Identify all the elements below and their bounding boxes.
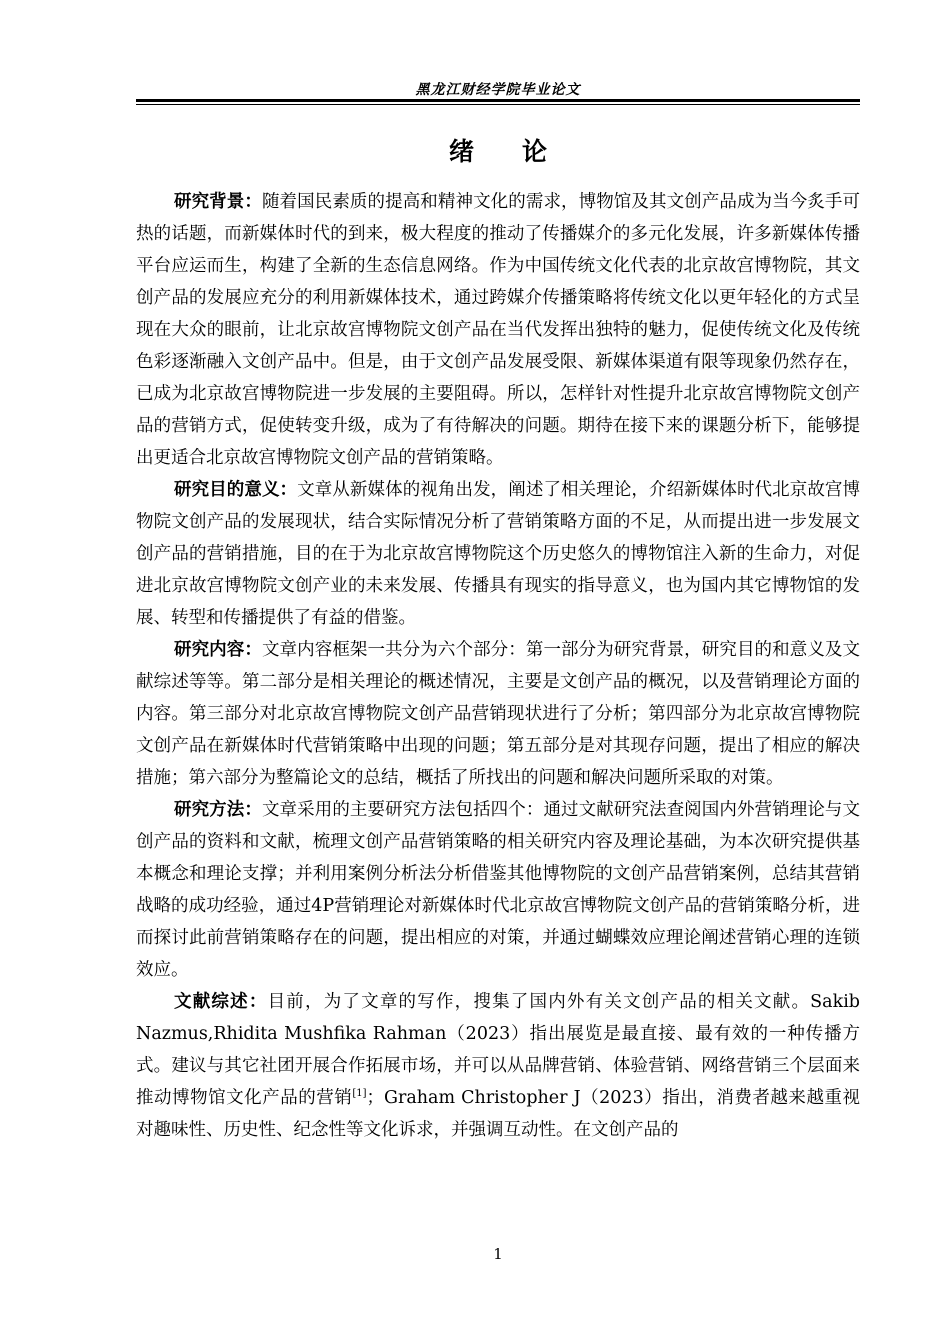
paragraph-lead: 研究目的意义： xyxy=(174,480,298,500)
paragraph-purpose xyxy=(136,474,860,634)
paragraph-lead: 研究方法： xyxy=(174,800,262,820)
citation-ref[interactable]: [1] xyxy=(352,1088,367,1100)
paragraph-lead: 文献综述： xyxy=(174,992,268,1012)
page-title: 绪论 xyxy=(448,137,595,166)
header-title: 黑龙江财经学院毕业论文 xyxy=(415,82,581,98)
page-number: 1 xyxy=(493,1245,503,1263)
paragraph-text: 随着国民素质的提高和精神文化的需求，博物馆及其文创产品成为当今炙手可热的话题，而新媒体时代的到来，极大程度的推动了传播媒介的多元化发展，许多新媒体传播平台应运而生，构建了全新的生态信息网络。作为中国传统文化代表的北京故宫博物院，其文创产品的发展应充分的利用新媒体技术，通过跨媒介传播策略将传统文化以更年轻化的方式呈现在大众的眼前，让北京故宫博物院文创产品在当代发挥出独特的魅力，促使传统文化及传统色彩逐渐融入文创产品中。但是，由于文创产品发展受限、新媒体渠道有限等现象仍然存在，已成为北京故宫博物院进一步发展的主要阻碍。所以，怎样针对性提升北京故宫博物院文创产品的营销方式，促使转变升级，成为了有待解决的问题。期待在接下来的课题分析下，能够提出更适合北京故宫博物院文创产品的营销策略。 xyxy=(136,192,861,468)
paragraph-text-continued: ；Graham Christopher J（2023）指出，消费者越来越重视对趣味性、历史性、纪念性等文化诉求，并强调互动性。在文创产品的 xyxy=(136,1088,861,1140)
paragraph-text: 目前，为了文章的写作，搜集了国内外有关文创产品的相关文献。Sakib Nazmus,Rhidita Mushfika Rahman（2023）指出展览是最直接、最有效的一种传播方式。建议与其它社团开展合作拓展市场，并可以从品牌营销、体验营销、网络营销三个层面来推动博物馆文化产品的营销 xyxy=(136,992,861,1108)
paragraph-text: 文章采用的主要研究方法包括四个：通过文献研究法查阅国内外营销理论与文创产品的资料和文献，梳理文创产品营销策略的相关研究内容及理论基础，为本次研究提供基本概念和理论支撑；并利用案例分析法分析借鉴其他博物院的文创产品营销案例，总结其营销战略的成功经验，通过4P营销理论对新媒体时代北京故宫博物院文创产品的营销策略分析，进而探讨此前营销策略存在的问题，提出相应的对策，并通过蝴蝶效应理论阐述营销心理的连锁效应。 xyxy=(136,800,861,980)
paragraph-text: 文章从新媒体的视角出发，阐述了相关理论，介绍新媒体时代北京故宫博物院文创产品的发展现状，结合实际情况分析了营销策略方面的不足，从而提出进一步发展文创产品的营销措施，目的在于为北京故宫博物院这个历史悠久的博物馆注入新的生命力，对促进北京故宫博物院文创产业的未来发展、传播具有现实的指导意义，也为国内其它博物馆的发展、转型和传播提供了有益的借鉴。 xyxy=(136,480,861,628)
paragraph-background xyxy=(136,186,860,474)
header-rule-thick xyxy=(136,99,860,102)
paragraph-lead: 研究背景： xyxy=(174,192,262,212)
paragraph-content xyxy=(136,634,860,794)
paragraph-lead: 研究内容： xyxy=(174,640,262,660)
paragraph-literature-review xyxy=(136,986,860,1146)
paragraph-methods xyxy=(136,794,860,986)
paragraph-text: 文章内容框架一共分为六个部分：第一部分为研究背景，研究目的和意义及文献综述等等。第二部分是相关理论的概述情况，主要是文创产品的概况，以及营销理论方面的内容。第三部分对北京故宫博物院文创产品营销现状进行了分析；第四部分为北京故宫博物院文创产品在新媒体时代营销策略中出现的问题；第五部分是对其现存问题，提出了相应的解决措施；第六部分为整篇论文的总结，概括了所找出的问题和解决问题所采取的对策。 xyxy=(136,640,861,788)
header-rule-thin xyxy=(136,104,860,105)
body-text xyxy=(136,186,860,1146)
